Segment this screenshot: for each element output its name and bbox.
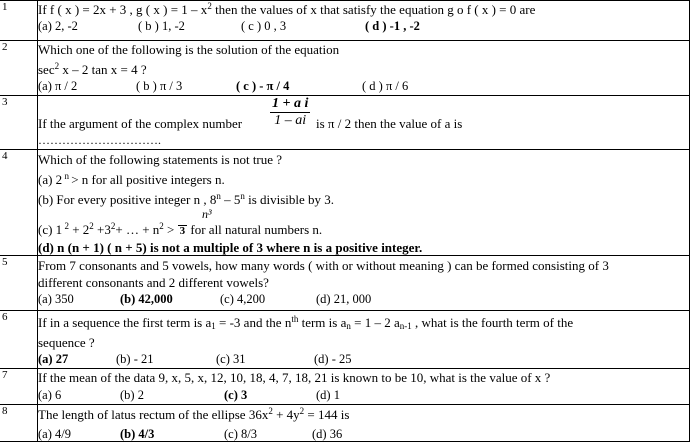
option-b: ( b ) 1, -2: [138, 19, 185, 33]
question-text: If f ( x ) = 2x + 3 , g ( x ) = $1 - x^2$ then the values of x that satisfy the equation g o f ( x ) = 0 are: [38, 1, 536, 17]
options: [38, 426, 688, 442]
option-c: ( c ) - π / 4: [236, 79, 290, 93]
option-a: (a) 6: [38, 388, 62, 402]
option-d: ( d ) -1 , -2: [365, 19, 420, 33]
option-d: (d) n (n + 1) ( n + 5) is not a multiple of 3 where n is a positive integer.: [38, 240, 423, 255]
option-a: (a) 2 $^n$ > n for all positive integers n.: [38, 171, 225, 187]
question-row-6: [0, 310, 690, 368]
question-number: 5: [2, 256, 8, 268]
option-c: (c) 4,200: [220, 292, 266, 306]
option-c: (c) 8/3: [224, 427, 257, 441]
option-b: (b) 2: [120, 388, 144, 402]
option-d: (d) 36: [312, 427, 343, 441]
option-c: (c) 3: [224, 388, 248, 402]
question-number: 4: [2, 150, 8, 162]
option-c: n³ (c) 1 $^2 + 2^2 +3^2+$ … + $n^2 > 3$ for all natural numbers n.: [38, 207, 323, 237]
question-row-7: [0, 368, 690, 404]
options: [38, 387, 688, 403]
question-row-8: [0, 404, 690, 442]
option-d: (d) 1: [316, 388, 340, 402]
question-text: Which of the following statements is not true ?: [38, 152, 283, 167]
question-text-line-2: sequence ?: [38, 335, 95, 350]
option-d: ( d ) π / 6: [362, 79, 409, 93]
option-b: (b) For every positive integer n , 8$^n$ – 5$^n$ is divisible by 3.: [38, 191, 335, 207]
question-row-4: [0, 149, 690, 255]
option-b: (b) 4/3: [120, 427, 155, 441]
option-a: (a) 350: [38, 292, 74, 306]
option-a: (a) 4/9: [38, 427, 71, 441]
question-text-line-1: From 7 consonants and 5 vowels, how many words ( with or without meaning ) can be formed consisting of 3: [38, 258, 609, 273]
question-text: Which one of the following is the solution of the equation: [38, 42, 340, 57]
options: [38, 18, 688, 34]
question-number: 3: [2, 96, 8, 108]
option-c: (c) 31: [216, 352, 246, 366]
question-row-2: [0, 40, 690, 95]
question-row-3: [0, 95, 690, 149]
question-text-line-1: If in a sequence the first term is $a_1 = -3$ and the $n^{th}$ term is $a_n = 1 - 2$ $a_{n-1}$ , what is the fourth term of the: [38, 314, 574, 331]
options: [38, 291, 688, 307]
question-text: The length of latus rectum of the ellipse $36x^2 + 4y^2 = 144$ is: [38, 406, 350, 422]
option-b: (b) - 21: [116, 352, 154, 366]
question-number: 7: [2, 369, 8, 381]
options: [38, 350, 688, 366]
answer-blank: ………………………….: [38, 133, 161, 147]
options: [38, 78, 688, 94]
question-equation: $\sec^2 x - 2$ tan x = 4 ?: [38, 61, 147, 77]
complex-fraction: $\frac{\text{1 + a i}}{1 - ai}$: [272, 96, 309, 128]
question-row-5: [0, 255, 690, 310]
question-text: If the mean of the data 9, x, 5, x, 12, 10, 18, 4, 7, 18, 21 is known to be 10, what is the value of x ?: [38, 370, 551, 385]
question-text-line-2: different consonants and 2 different vowels?: [38, 275, 269, 290]
question-number: 1: [2, 1, 8, 13]
question-text-tail: is π / 2 then the value of a is: [316, 116, 463, 131]
option-a: (a) π / 2: [38, 79, 78, 93]
option-b: ( b ) π / 3: [136, 79, 183, 93]
question-number: 6: [2, 311, 8, 323]
option-d: (d) 21, 000: [316, 292, 372, 306]
option-b: (b) 42,000: [120, 292, 173, 306]
question-number: 8: [2, 405, 8, 417]
option-c: ( c ) 0 , 3: [241, 19, 287, 33]
question-text: If the argument of the complex number: [38, 116, 243, 131]
question-number: 2: [2, 41, 8, 53]
option-d: (d) - 25: [314, 352, 352, 366]
option-a: (a) 2, -2: [38, 19, 78, 33]
question-row-1: [0, 0, 690, 40]
option-a: (a) 27: [38, 352, 69, 366]
